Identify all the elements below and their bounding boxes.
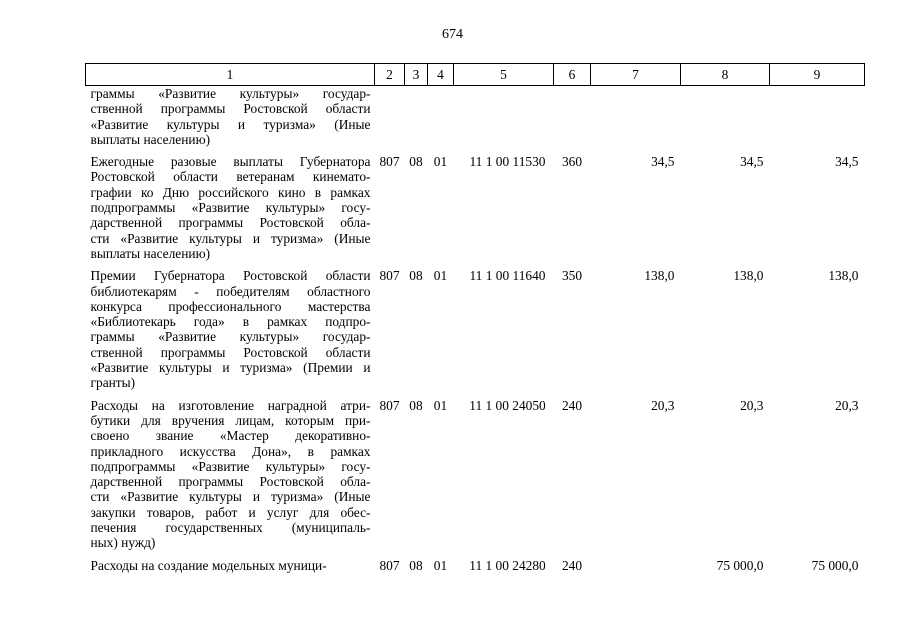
description-line: библиотекарям - победителям областного xyxy=(90,283,371,299)
table-row xyxy=(86,261,865,390)
description-line: Ростовской области ветеранам кинемато- xyxy=(90,169,371,185)
amount-year-2 xyxy=(681,86,770,148)
section-code: 08 xyxy=(409,268,423,284)
description-line: дарственной программы Ростовской обла- xyxy=(90,215,371,231)
amount-year-1 xyxy=(591,86,681,148)
description-line: «Развитие культуры и туризма» (Иные xyxy=(90,116,371,132)
column-header: 6 xyxy=(554,64,591,86)
ministry-code xyxy=(375,86,405,148)
amount-year-3: 138,0 xyxy=(828,268,859,284)
description-line: прикладного искусства Дона», в рамках xyxy=(90,443,371,459)
ministry-code: 807 xyxy=(379,557,400,573)
subsection-code xyxy=(428,86,454,148)
target-article-code: 11 1 00 24280 xyxy=(469,557,546,573)
section-code: 08 xyxy=(409,154,423,170)
description-line: ственной программы Ростовской области xyxy=(90,101,371,117)
description-line: выплаты населению) xyxy=(90,131,211,147)
expense-type-code: 350 xyxy=(561,268,583,284)
ministry-code: 807 xyxy=(379,154,400,170)
expense-type-code: 240 xyxy=(561,397,583,413)
amount-year-1: 34,5 xyxy=(651,154,675,170)
row-description xyxy=(86,551,375,573)
description-line: граммы «Развитие культуры» государ- xyxy=(90,329,371,345)
subsection-code: 01 xyxy=(433,557,448,573)
subsection-code: 01 xyxy=(433,268,448,284)
amount-year-1: 20,3 xyxy=(651,397,675,413)
table-row xyxy=(86,391,865,551)
description-line: ных) нужд) xyxy=(90,535,156,551)
column-header: 1 xyxy=(86,64,375,86)
description-line: закупки товаров, работ и услуг для обес- xyxy=(90,504,371,520)
table-row xyxy=(86,147,865,261)
amount-year-1 xyxy=(591,551,681,573)
description-line: ственной программы Ростовской области xyxy=(90,344,371,360)
description-line: печения государственных (муниципаль- xyxy=(90,520,371,536)
target-article-code xyxy=(454,86,554,148)
description-line: своено звание «Мастер декоративно- xyxy=(90,428,371,444)
section-code xyxy=(405,86,428,148)
column-header: 8 xyxy=(681,64,770,86)
amount-year-2: 20,3 xyxy=(740,397,764,413)
description-line: Расходы на изготовление наградной атри- xyxy=(90,397,371,413)
section-code: 08 xyxy=(409,557,423,573)
amount-year-1: 138,0 xyxy=(644,268,675,284)
description-line: подпрограммы «Развитие культуры» госу- xyxy=(90,200,371,216)
amount-year-2: 138,0 xyxy=(733,268,764,284)
description-line: Ежегодные разовые выплаты Губернатора xyxy=(90,154,371,170)
table-header-row xyxy=(86,64,865,86)
column-header: 7 xyxy=(591,64,681,86)
description-line: Расходы на создание модельных муници- xyxy=(90,557,327,573)
amount-year-3: 34,5 xyxy=(835,154,859,170)
ministry-code: 807 xyxy=(379,397,400,413)
description-line: «Библиотекарь года» в рамках подпро- xyxy=(90,314,371,330)
amount-year-3: 75 000,0 xyxy=(811,557,859,573)
table-row xyxy=(86,86,865,148)
description-line: бутики для вручения лицам, которым при- xyxy=(90,412,371,428)
description-line: конкурса профессионального мастерства xyxy=(90,298,371,314)
column-header: 2 xyxy=(375,64,405,86)
subsection-code: 01 xyxy=(433,154,448,170)
row-description xyxy=(86,147,375,261)
description-line: граммы «Развитие культуры» государ- xyxy=(90,86,371,101)
amount-year-3 xyxy=(770,86,865,148)
row-description xyxy=(86,391,375,551)
description-line: графии ко Дню российского кино в рамках xyxy=(90,184,371,200)
budget-table xyxy=(85,63,865,573)
description-line: «Развитие культуры и туризма» (Премии и xyxy=(90,360,371,376)
amount-year-2: 75 000,0 xyxy=(716,557,764,573)
section-code: 08 xyxy=(409,397,423,413)
expense-type-code xyxy=(554,86,591,148)
description-line: сти «Развитие культуры и туризма» (Иные xyxy=(90,230,371,246)
row-description xyxy=(86,86,375,148)
column-header: 5 xyxy=(454,64,554,86)
column-header: 4 xyxy=(428,64,454,86)
ministry-code: 807 xyxy=(379,268,400,284)
column-header: 9 xyxy=(770,64,865,86)
column-header: 3 xyxy=(405,64,428,86)
subsection-code: 01 xyxy=(433,397,448,413)
page-number: 674 xyxy=(442,27,463,42)
description-line: гранты) xyxy=(90,375,136,391)
description-line: дарственной программы Ростовской обла- xyxy=(90,474,371,490)
table-row xyxy=(86,551,865,573)
target-article-code: 11 1 00 11640 xyxy=(469,268,546,284)
description-line: сти «Развитие культуры и туризма» (Иные xyxy=(90,489,371,505)
amount-year-3: 20,3 xyxy=(835,397,859,413)
amount-year-2: 34,5 xyxy=(740,154,764,170)
target-article-code: 11 1 00 11530 xyxy=(469,154,546,170)
description-line: подпрограммы «Развитие культуры» госу- xyxy=(90,458,371,474)
expense-type-code: 240 xyxy=(561,557,583,573)
expense-type-code: 360 xyxy=(561,154,583,170)
row-description xyxy=(86,261,375,390)
description-line: Премии Губернатора Ростовской области xyxy=(90,268,371,284)
target-article-code: 11 1 00 24050 xyxy=(469,397,546,413)
description-line: выплаты населению) xyxy=(90,245,211,261)
